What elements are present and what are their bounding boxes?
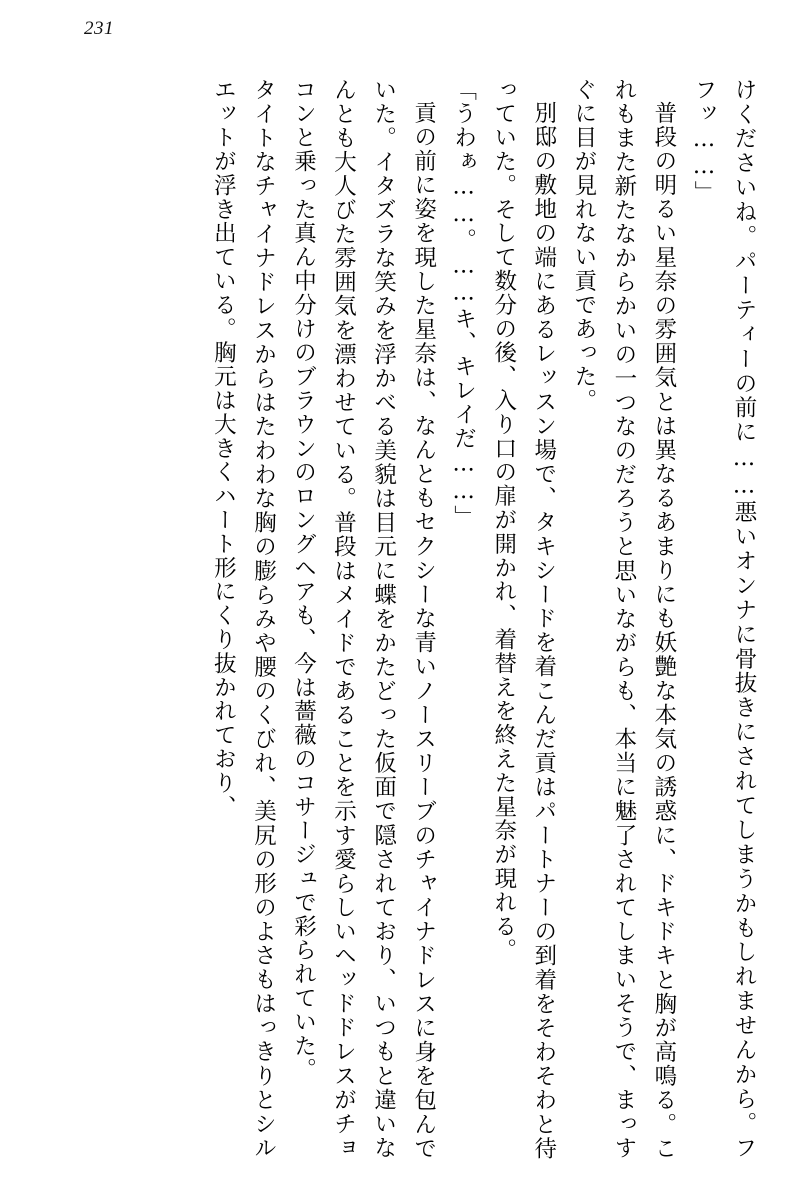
paragraph: 「うわぁ……。……キ、キレイだ……」 xyxy=(450,78,477,530)
paragraph: 別邸の敷地の端にあるレッスン場で、タキシードを着こんだ貢はパートナーの到着をそわそわと待っていた。そして数分の後、入り口の扉が開かれ、着替えを終えた星奈が現れる。 xyxy=(490,78,557,1160)
paragraph: タイトなチャイナドレスからはたわわな胸の膨らみや腰のくびれ、美尻の形のよさもはっきりとシルエットが浮き出ている。胸元は大きくハート形にくり抜かれており、 xyxy=(210,78,277,1160)
paragraph: 普段の明るい星奈の雰囲気とは異なるあまりにも妖艶な本気の誘惑に、ドキドキと胸が高鳴る。これもまた新たなからかいの一つなのだろうと思いながらも、本当に魅了されてしまいそうで、まっすぐに目が見れない貢であった。 xyxy=(570,78,677,1160)
page-text-body xyxy=(42,78,764,1160)
paragraph: 貢の前に姿を現した星奈は、なんともセクシーな青いノースリーブのチャイナドレスに身を包んでいた。イタズラな笑みを浮かべる美貌は目元に蝶をかたどった仮面で隠されており、いつもと違いなんとも大人びた雰囲気を漂わせている。普段はメイドであることを示す愛らしいヘッドドレスがチョコンと乗った真ん中分けのブラウンのロングヘアも、今は薔薇のコサージュで彩られていた。 xyxy=(290,78,437,1160)
paragraph: けくださいね。パーティーの前に……悪いオンナに骨抜きにされてしまうかもしれませんから。フフッ……」 xyxy=(690,78,757,1160)
page-number: 231 xyxy=(84,18,114,39)
